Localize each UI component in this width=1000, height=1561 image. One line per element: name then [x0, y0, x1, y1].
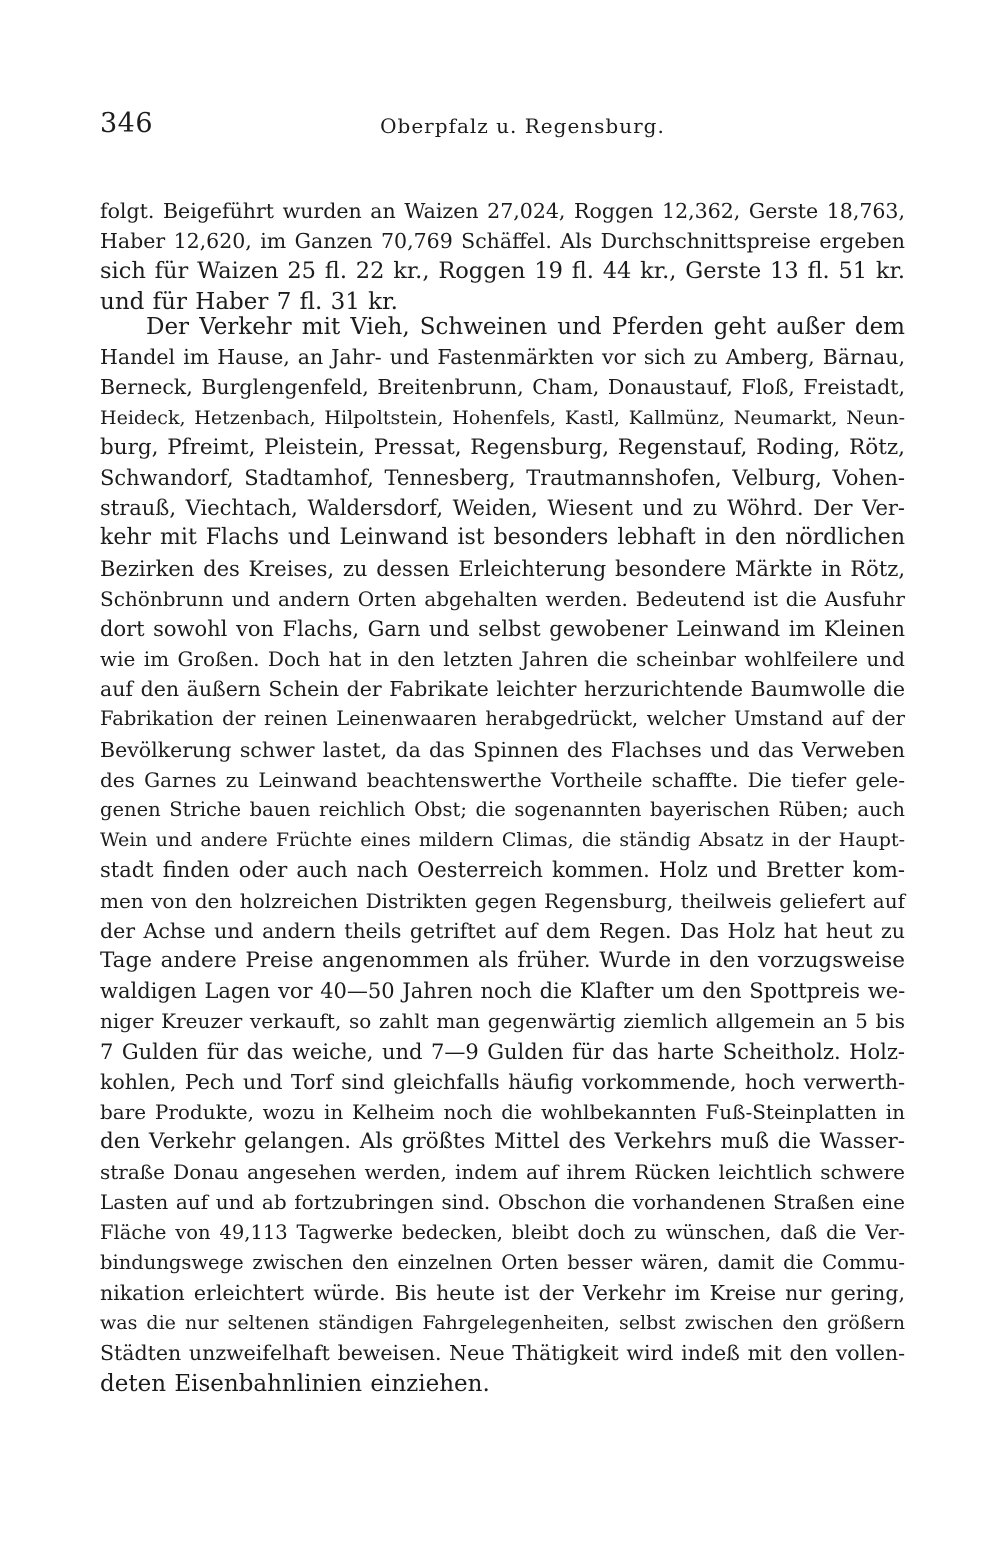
text-line: was die nur seltenen ständigen Fahrgelegenheiten, selbst zwischen den größern: [100, 1312, 905, 1335]
text-line: niger Kreuzer verkauft, so zahlt man gegenwärtig ziemlich allgemein an 5 bis: [100, 1009, 905, 1034]
text-line: Schwandorf, Stadtamhof, Tennesberg, Trautmannshofen, Velburg, Vohen-: [100, 465, 905, 490]
text-line: Fabrikation der reinen Leinenwaaren herabgedrückt, welcher Umstand auf der: [100, 707, 905, 731]
text-line: folgt. Beigeführt wurden an Waizen 27,024, Roggen 12,362, Gerste 18,763,: [100, 199, 905, 223]
text-line: Lasten auf und ab fortzubringen sind. Obschon die vorhandenen Straßen eine: [100, 1190, 905, 1215]
text-line: genen Striche bauen reichlich Obst; die sogenannten bayerischen Rüben; auch: [100, 798, 905, 821]
text-line: strauß, Viechtach, Waldersdorf, Weiden, Wiesent und zu Wöhrd. Der Ver-: [100, 496, 905, 521]
text-line: 7 Gulden für das weiche, und 7—9 Gulden für das harte Scheitholz. Holz-: [100, 1039, 905, 1064]
text-line: kehr mit Flachs und Leinwand ist besonders lebhaft in den nördlichen: [100, 525, 905, 551]
text-line: kohlen, Pech und Torf sind gleichfalls häufig vorkommende, hoch verwerth-: [100, 1069, 905, 1094]
text-line: sich für Waizen 25 fl. 22 kr., Roggen 19 fl. 44 kr., Gerste 13 fl. 51 kr.: [100, 258, 905, 285]
page-number: 346: [100, 108, 154, 139]
text-line: deten Eisenbahnlinien einziehen.: [100, 1370, 490, 1397]
text-line: Haber 12,620, im Ganzen 70,769 Schäffel. Als Durchschnittspreise ergeben: [100, 229, 905, 254]
text-line: Schönbrunn und andern Orten abgehalten werden. Bedeutend ist die Ausfuhr: [100, 586, 905, 611]
text-line: Berneck, Burglengenfeld, Breitenbrunn, Cham, Donaustauf, Floß, Freistadt,: [100, 375, 905, 400]
text-line: bindungswege zwischen den einzelnen Orten besser wären, damit die Commu-: [100, 1250, 905, 1274]
text-line: des Garnes zu Leinwand beachtenswerthe Vortheile schaffte. Die tiefer gele-: [100, 767, 905, 792]
text-line: und für Haber 7 fl. 31 kr.: [100, 288, 398, 315]
text-line: Wein und andere Früchte eines mildern Climas, die ständig Absatz in der Haupt-: [100, 829, 905, 852]
text-line: bare Produkte, wozu in Kelheim noch die wohlbekannten Fuß-Steinplatten in: [100, 1099, 905, 1124]
text-line: straße Donau angesehen werden, indem auf ihrem Rücken leichtlich schwere: [100, 1160, 905, 1185]
text-line: wie im Großen. Doch hat in den letzten Jahren die scheinbar wohlfeilere und: [100, 647, 905, 672]
page-header: [100, 108, 905, 148]
running-head: Oberpfalz u. Regensburg.: [380, 114, 665, 138]
text-line: der Achse und andern theils getriftet auf dem Regen. Das Holz hat heut zu: [100, 918, 905, 943]
text-line: Fläche von 49,113 Tagwerke bedecken, bleibt doch zu wünschen, daß die Ver-: [100, 1220, 905, 1244]
text-line: dort sowohl von Flachs, Garn und selbst gewobener Leinwand im Kleinen: [100, 616, 905, 641]
text-line: Heideck, Hetzenbach, Hilpoltstein, Hohenfels, Kastl, Kallmünz, Neumarkt, Neun-: [100, 406, 905, 429]
paragraph-trade: [100, 312, 905, 1399]
text-line: Der Verkehr mit Vieh, Schweinen und Pferden geht außer dem: [146, 314, 905, 340]
text-line: Bevölkerung schwer lastet, da das Spinnen des Flachses und das Verweben: [100, 737, 905, 762]
text-line: auf den äußern Schein der Fabrikate leichter herzurichtende Baumwolle die: [100, 677, 905, 702]
text-line: Handel im Hause, an Jahr- und Fastenmärkten vor sich zu Amberg, Bärnau,: [100, 345, 905, 370]
text-line: Bezirken des Kreises, zu dessen Erleichterung besondere Märkte in Rötz,: [100, 556, 905, 581]
text-line: den Verkehr gelangen. Als größtes Mittel des Verkehrs muß die Wasser-: [100, 1129, 905, 1155]
text-line: waldigen Lagen vor 40—50 Jahren noch die Klafter um den Spottpreis we-: [100, 979, 906, 1004]
text-line: Tage andere Preise angenommen als früher. Wurde in den vorzugsweise: [100, 947, 905, 973]
text-line: stadt finden oder auch nach Oesterreich kommen. Holz und Bretter kom-: [100, 858, 905, 883]
paragraph-continuation: [100, 196, 905, 317]
text-line: nikation erleichtert würde. Bis heute ist der Verkehr im Kreise nur gering,: [100, 1281, 905, 1305]
text-line: burg, Pfreimt, Pleistein, Pressat, Regensburg, Regenstauf, Roding, Rötz,: [100, 434, 905, 460]
text-line: men von den holzreichen Distrikten gegen Regensburg, theilweis geliefert auf: [100, 888, 905, 913]
text-line: Städten unzweifelhaft beweisen. Neue Thätigkeit wird indeß mit den vollen-: [100, 1341, 905, 1366]
